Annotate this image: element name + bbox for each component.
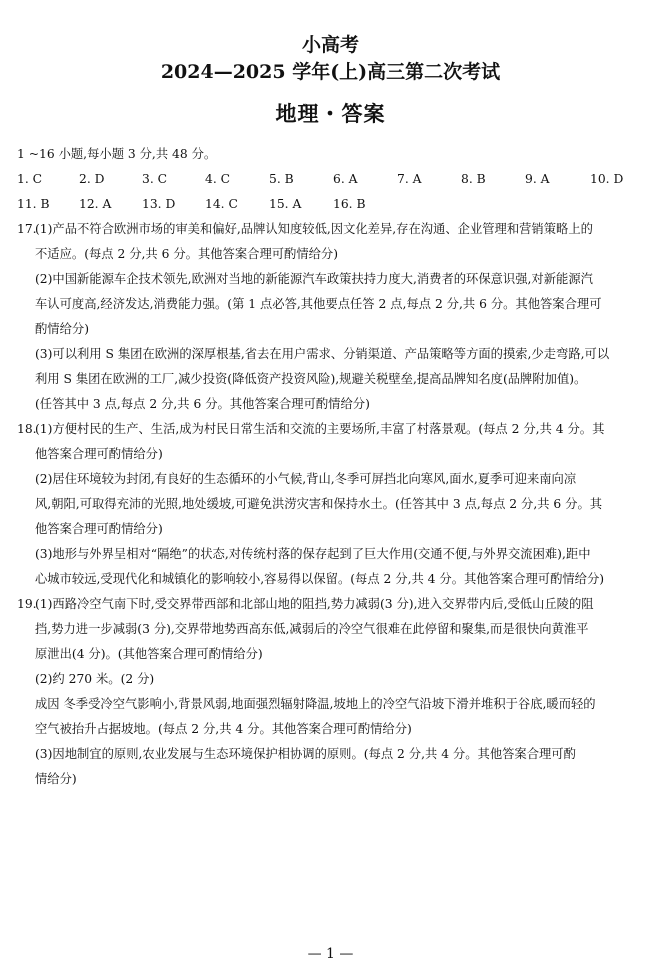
q19-line: 挡,势力进一步减弱(3 分),交界带地势西高东低,减弱后的冷空气很难在此停留和聚集,而是很快向黄淮平 xyxy=(35,622,589,636)
exam-title: 2024—2025 学年(上)高三第二次考试 xyxy=(160,61,501,83)
mc-answer-row-2 xyxy=(17,192,647,217)
question-number: 19. xyxy=(17,597,37,611)
mc-answer: 7. A xyxy=(397,172,422,186)
q18-line: 风,朝阳,可取得充沛的光照,地处缓坡,可避免洪涝灾害和保持水土。(任答其中 3 点,每点 2 分,共 6 分。其 xyxy=(35,497,603,511)
mc-answer: 9. A xyxy=(525,172,550,186)
q18-line: 心城市较远,受现代化和城镇化的影响较小,容易得以保留。(每点 2 分,共 4 分。其他答案合理可酌情给分) xyxy=(35,572,605,586)
q19-line: 空气被抬升占据坡地。(每点 2 分,共 4 分。其他答案合理可酌情给分) xyxy=(35,722,412,736)
brand-title: 小高考 xyxy=(301,34,359,56)
mc-answer: 6. A xyxy=(333,172,358,186)
mc-answer: 12. A xyxy=(79,197,112,211)
answer-body xyxy=(17,142,647,792)
mc-answer: 10. D xyxy=(590,172,624,186)
mc-intro: 1 ~16 小题,每小题 3 分,共 48 分。 xyxy=(17,147,217,161)
mc-answer: 11. B xyxy=(17,197,50,211)
q19-line: 原泄出(4 分)。(其他答案合理可酌情给分) xyxy=(35,647,263,661)
q18-line: (3)地形与外界呈相对“隔绝”的状态,对传统村落的保存起到了巨大作用(交通不便,与外界交流困难),距中 xyxy=(35,547,591,561)
q19-line: 情给分) xyxy=(35,772,77,786)
subject-title: 地理・答案 xyxy=(275,101,386,126)
q18-line: 18.(1)方便村民的生产、生活,成为村民日常生活和交流的主要场所,丰富了村落景观。(每点 2 分,共 4 分。其 xyxy=(17,417,647,442)
q19-line: 成因 冬季受冷空气影响小,背景风弱,地面强烈辐射降温,坡地上的冷空气沿坡下滑并堆积于谷底,暖而轻的 xyxy=(35,697,596,711)
q18-line: 他答案合理可酌情给分) xyxy=(35,447,163,461)
q18-line: 他答案合理可酌情给分) xyxy=(35,522,163,536)
mc-answer: 1. C xyxy=(17,172,43,186)
question-number: 18. xyxy=(17,422,37,436)
mc-answer: 14. C xyxy=(205,197,238,211)
mc-answer: 2. D xyxy=(79,172,105,186)
mc-answer: 5. B xyxy=(269,172,294,186)
q17-line: 酌情给分) xyxy=(35,322,89,336)
q17-line: 利用 S 集团在欧洲的工厂,减少投资(降低资产投资风险),规避关税壁垒,提高品牌知名度(品牌附加值)。 xyxy=(35,372,587,386)
mc-answer-row-1 xyxy=(17,167,647,192)
mc-answer: 8. B xyxy=(461,172,486,186)
q19-line: (2)约 270 米。(2 分) xyxy=(35,672,155,686)
page-number: — 1 — xyxy=(307,946,354,962)
q19-line: 19.(1)西路冷空气南下时,受交界带西部和北部山地的阻挡,势力减弱(3 分),进入交界带内后,受低山丘陵的阻 xyxy=(17,592,647,617)
q17-line: (3)可以利用 S 集团在欧洲的深厚根基,省去在用户需求、分销渠道、产品策略等方面的摸索,少走弯路,可以 xyxy=(35,347,610,361)
q17-line: 不适应。(每点 2 分,共 6 分。其他答案合理可酌情给分) xyxy=(35,247,339,261)
q17-line: 17.(1)产品不符合欧洲市场的审美和偏好,品牌认知度较低,因文化差异,存在沟通、企业管理和营销策略上的 xyxy=(17,217,647,242)
mc-answer: 13. D xyxy=(142,197,176,211)
q17-line: (2)中国新能源车企技术领先,欧洲对当地的新能源汽车政策扶持力度大,消费者的环保意识强,对新能源汽 xyxy=(35,272,593,286)
q17-line: (任答其中 3 点,每点 2 分,共 6 分。其他答案合理可酌情给分) xyxy=(35,397,370,411)
mc-answer: 4. C xyxy=(205,172,231,186)
q19-line: (3)因地制宜的原则,农业发展与生态环境保护相协调的原则。(每点 2 分,共 4 分。其他答案合理可酌 xyxy=(35,747,576,761)
q17-line: 车认可度高,经济发达,消费能力强。(第 1 点必答,其他要点任答 2 点,每点 2 分,共 6 分。其他答案合理可 xyxy=(35,297,602,311)
mc-answer: 16. B xyxy=(333,197,366,211)
question-number: 17. xyxy=(17,222,37,236)
mc-answer: 15. A xyxy=(269,197,302,211)
q18-line: (2)居住环境较为封闭,有良好的生态循环的小气候,背山,冬季可屏挡北向寒风,面水,夏季可迎来南向凉 xyxy=(35,472,577,486)
mc-answer: 3. C xyxy=(142,172,168,186)
